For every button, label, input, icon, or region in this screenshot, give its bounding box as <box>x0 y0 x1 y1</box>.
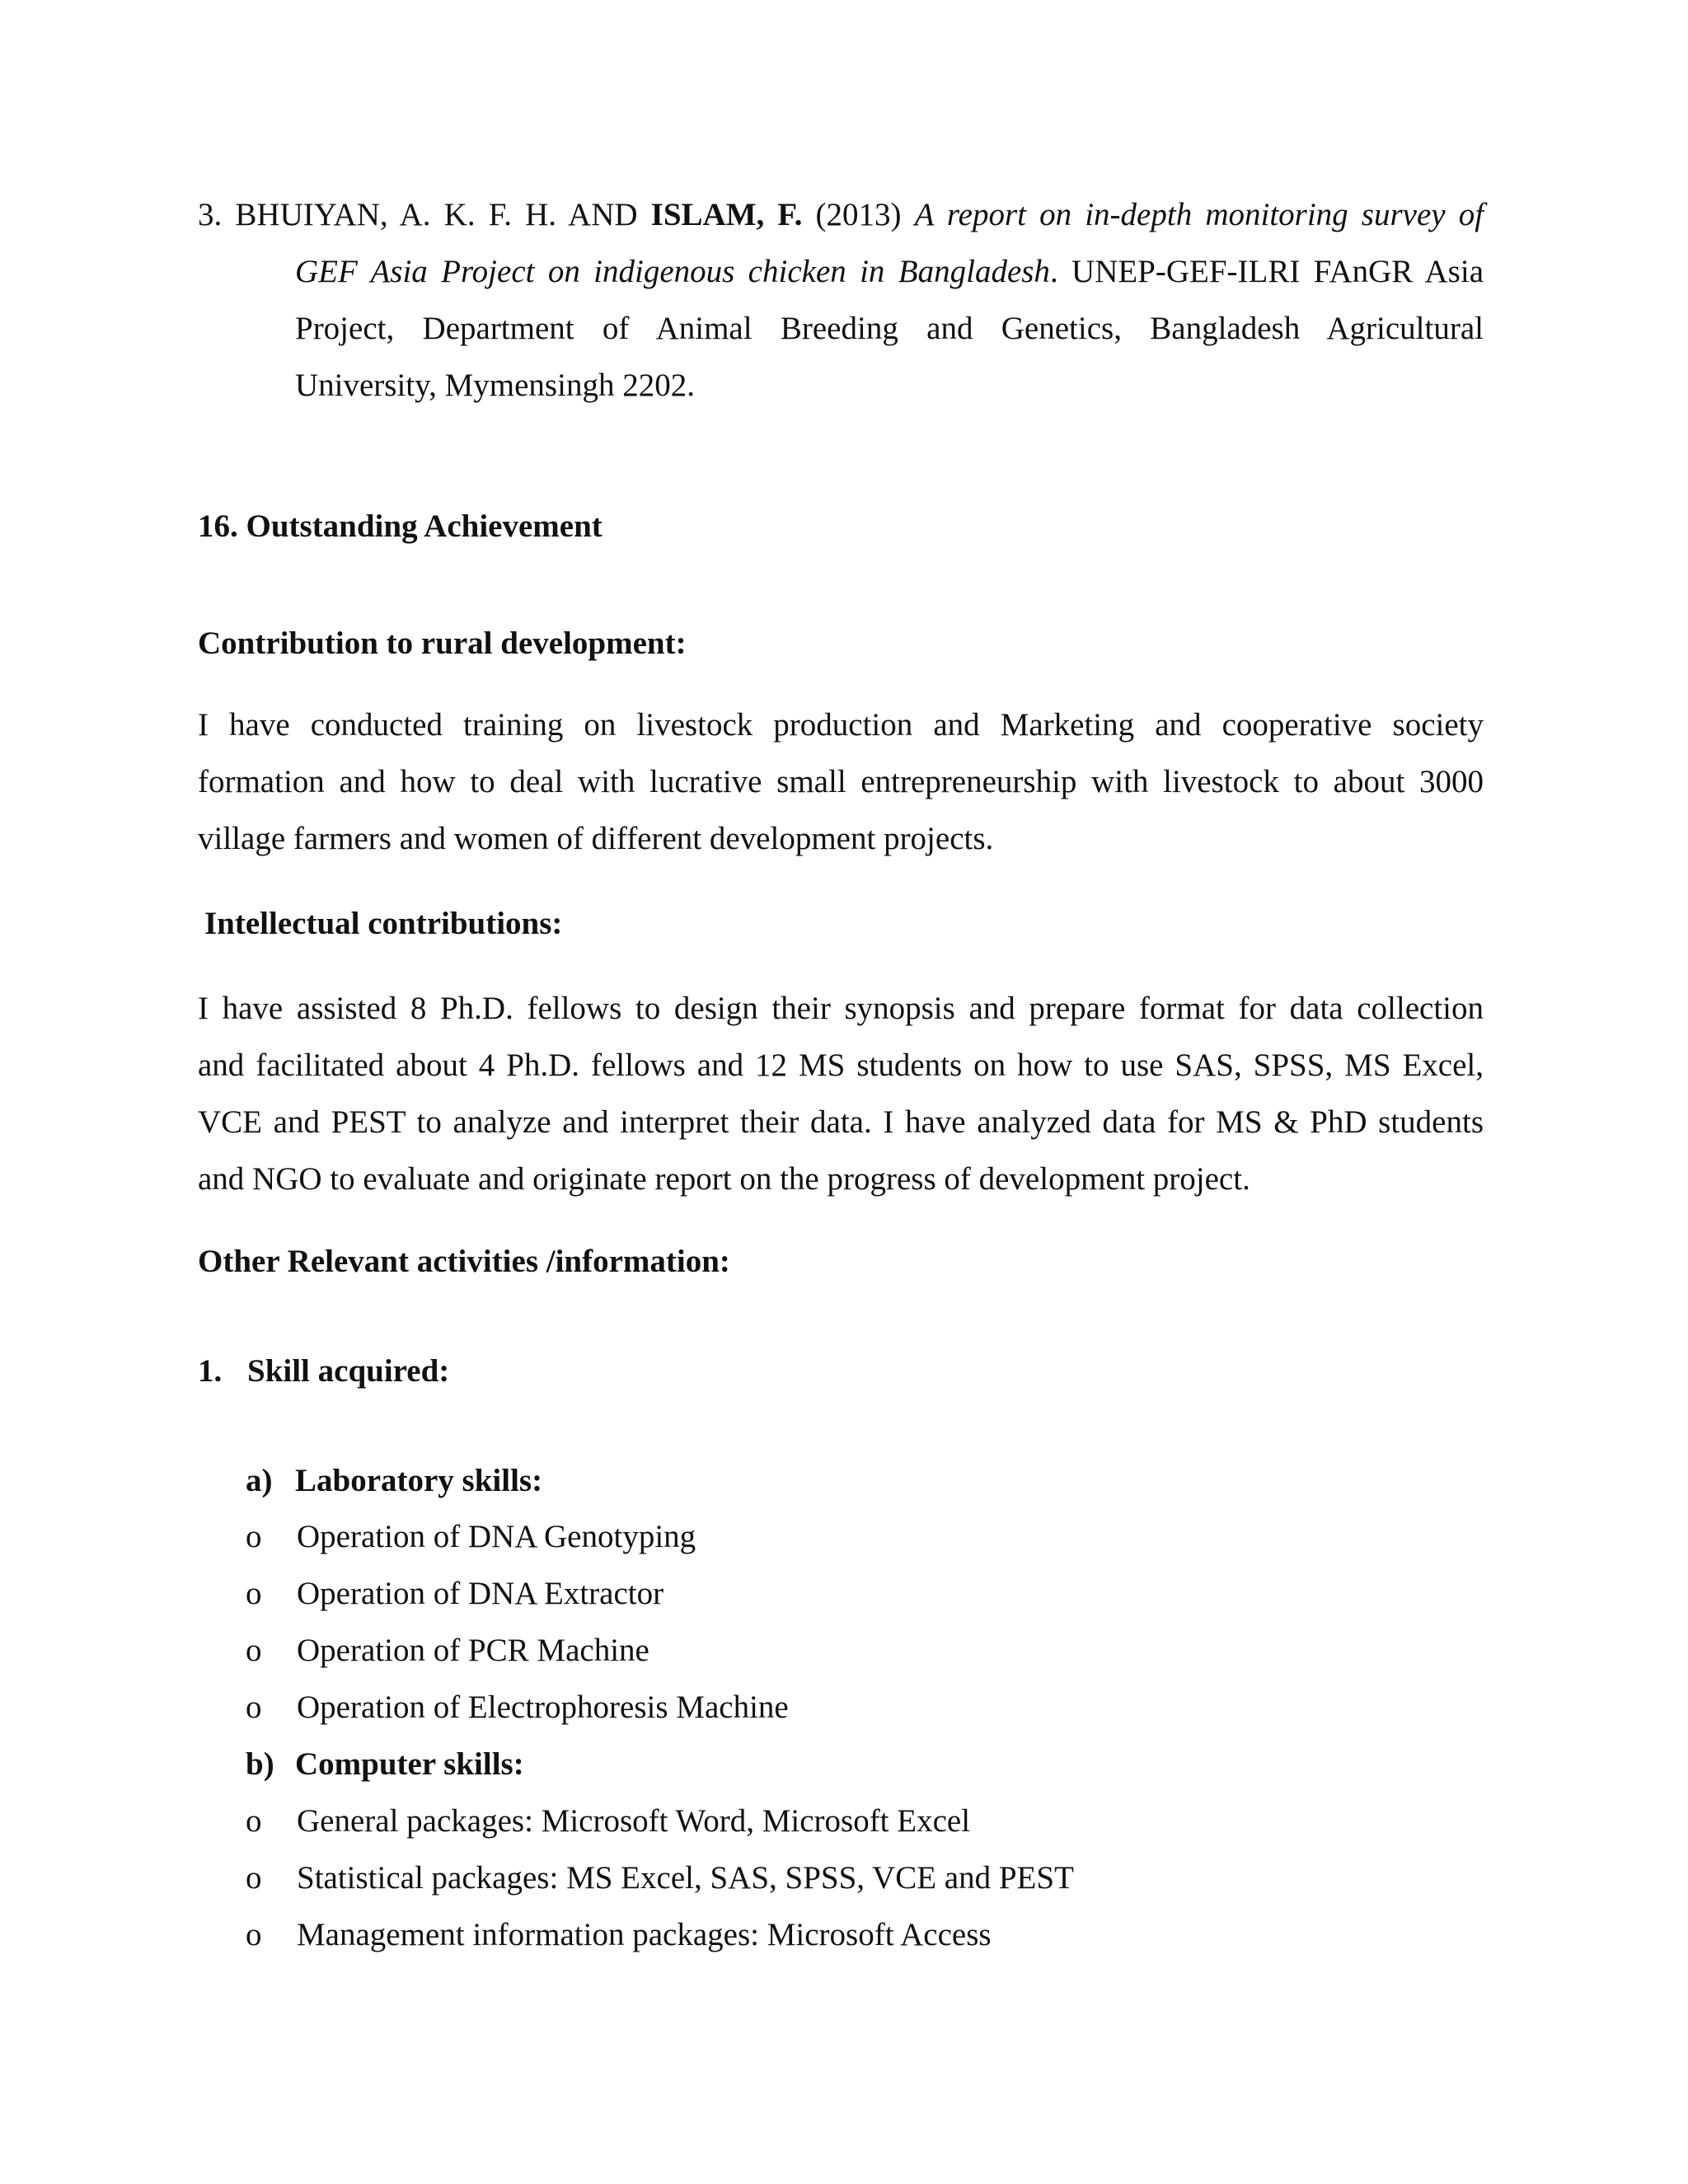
bullet-icon: o <box>246 1519 262 1554</box>
list-item-text: Statistical packages: MS Excel, SAS, SPSS, VCE and PEST <box>297 1860 1074 1896</box>
laboratory-skills-label: Laboratory skills: <box>295 1463 543 1498</box>
reference-title-part1: A report on in-depth monitoring survey of <box>914 197 1484 232</box>
intellectual-contributions-heading: Intellectual contributions: <box>204 906 563 941</box>
paragraph-line: and NGO to evaluate and originate report on the progress of development project. <box>198 1161 1250 1197</box>
reference-authors: BHUIYAN, A. K. F. H. AND <box>235 197 638 232</box>
reference-entry <box>198 186 1484 414</box>
list-marker: b) <box>246 1746 274 1782</box>
bullet-icon: o <box>246 1576 262 1611</box>
list-item <box>246 1915 992 1956</box>
paragraph-line: VCE and PEST to analyze and interpret their data. I have analyzed data for MS & PhD students <box>198 1104 1484 1140</box>
reference-line-4: University, Mymensingh 2202. <box>295 368 695 403</box>
list-item <box>246 1801 970 1842</box>
list-item-text: General packages: Microsoft Word, Microsoft Excel <box>297 1803 971 1839</box>
intellectual-contributions-paragraph <box>198 980 1484 1207</box>
bullet-icon: o <box>246 1633 262 1668</box>
rural-contribution-paragraph <box>198 696 1484 867</box>
computer-skills-heading <box>246 1744 524 1785</box>
reference-author-highlight: ISLAM, F. <box>650 197 803 232</box>
paragraph-line: village farmers and women of different development projects. <box>198 821 994 856</box>
bullet-icon: o <box>246 1690 262 1725</box>
list-item <box>246 1516 696 1558</box>
list-item <box>246 1573 663 1615</box>
bullet-icon: o <box>246 1860 262 1896</box>
reference-year: (2013) <box>815 197 902 232</box>
list-item-text: Operation of PCR Machine <box>297 1633 649 1668</box>
computer-skills-label: Computer skills: <box>295 1746 524 1782</box>
reference-line-1 <box>198 186 1484 243</box>
reference-publisher: . UNEP-GEF-ILRI FAnGR Asia <box>1049 254 1484 289</box>
paragraph-line: formation and how to deal with lucrative small entrepreneurship with livestock to about 3000 <box>198 764 1484 799</box>
list-item <box>246 1630 649 1671</box>
list-item-text: Operation of DNA Extractor <box>297 1576 664 1611</box>
section-heading-outstanding-achievement: 16. Outstanding Achievement <box>198 509 603 544</box>
paragraph-line: I have conducted training on livestock production and Marketing and cooperative society <box>198 707 1484 743</box>
reference-number: 3. <box>198 197 223 232</box>
paragraph-line: and facilitated about 4 Ph.D. fellows and 12 MS students on how to use SAS, SPSS, MS Excel, <box>198 1047 1484 1083</box>
list-item-text: Operation of DNA Genotyping <box>297 1519 696 1554</box>
other-activities-heading: Other Relevant activities /information: <box>198 1244 730 1279</box>
reference-title-part2: GEF Asia Project on indigenous chicken in Bangladesh <box>295 254 1050 289</box>
reference-line-2 <box>198 243 1484 300</box>
bullet-icon: o <box>246 1803 262 1839</box>
laboratory-skills-heading <box>246 1460 542 1502</box>
list-marker: a) <box>246 1463 273 1498</box>
list-item <box>246 1687 789 1728</box>
skills-heading <box>198 1351 449 1392</box>
reference-line-3: Project, Department of Animal Breeding and Genetics, Bangladesh Agricultural <box>295 311 1484 346</box>
rural-contribution-heading: Contribution to rural development: <box>198 626 687 661</box>
paragraph-line: I have assisted 8 Ph.D. fellows to design their synopsis and prepare format for data collection <box>198 991 1484 1026</box>
skills-heading-number: 1. <box>198 1353 223 1389</box>
bullet-icon: o <box>246 1917 262 1952</box>
list-item <box>246 1858 1074 1899</box>
skills-heading-label: Skill acquired: <box>247 1353 450 1389</box>
list-item-text: Operation of Electrophoresis Machine <box>297 1690 789 1725</box>
list-item-text: Management information packages: Microsoft Access <box>297 1917 992 1952</box>
